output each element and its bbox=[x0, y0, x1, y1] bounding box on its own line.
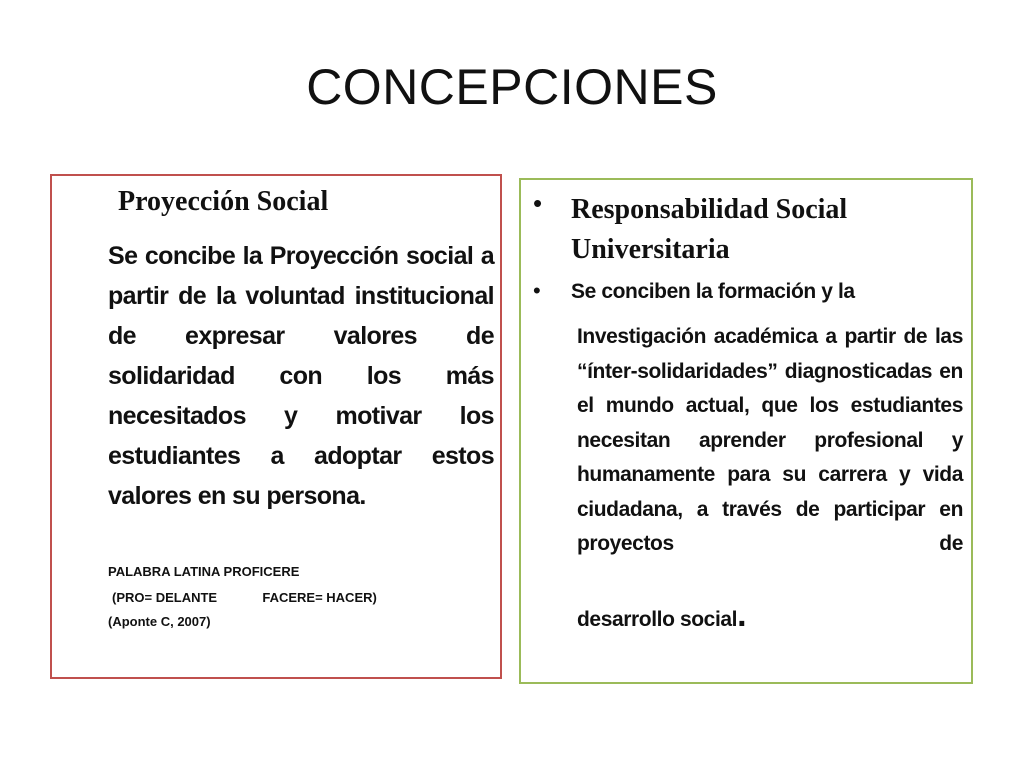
investigacion-body: Investigación académica a partir de las “ínter-solidaridades” diagnosticadas en el mundo actual, que los estudiantes necesitan aprender profesional y humanamente para su carrera y vida ciudadana, a través de participar en proyectos de bbox=[577, 325, 963, 555]
proyeccion-social-body: Se concibe la Proyección social a partir de la voluntad institucional de expresar valores de solidaridad con los más necesitados y motivar los estudiantes a adoptar estos valores en su persona. bbox=[108, 242, 494, 510]
proyeccion-social-heading: Proyección Social bbox=[118, 186, 329, 217]
etymology-pro: (PRO= DELANTE bbox=[112, 590, 218, 605]
latin-word-note: PALABRA LATINA PROFICERE bbox=[108, 564, 300, 579]
desarrollo-social-text: desarrollo social bbox=[577, 608, 738, 631]
etymology-facere: FACERE= HACER) bbox=[262, 590, 377, 605]
slide-title: CONCEPCIONES bbox=[306, 59, 718, 115]
final-period: . bbox=[737, 596, 747, 634]
desarrollo-social-line bbox=[577, 596, 747, 634]
proyeccion-social-box bbox=[50, 174, 502, 679]
bullet-icon: • bbox=[533, 278, 541, 303]
citation-note: (Aponte C, 2007) bbox=[108, 614, 211, 629]
etymology-note bbox=[112, 590, 492, 605]
responsabilidad-social-box bbox=[519, 178, 973, 684]
formacion-line: Se conciben la formación y la bbox=[571, 280, 855, 303]
bullet-icon: • bbox=[533, 188, 543, 218]
responsabilidad-social-heading: Responsabilidad Social Universitaria bbox=[571, 194, 848, 265]
